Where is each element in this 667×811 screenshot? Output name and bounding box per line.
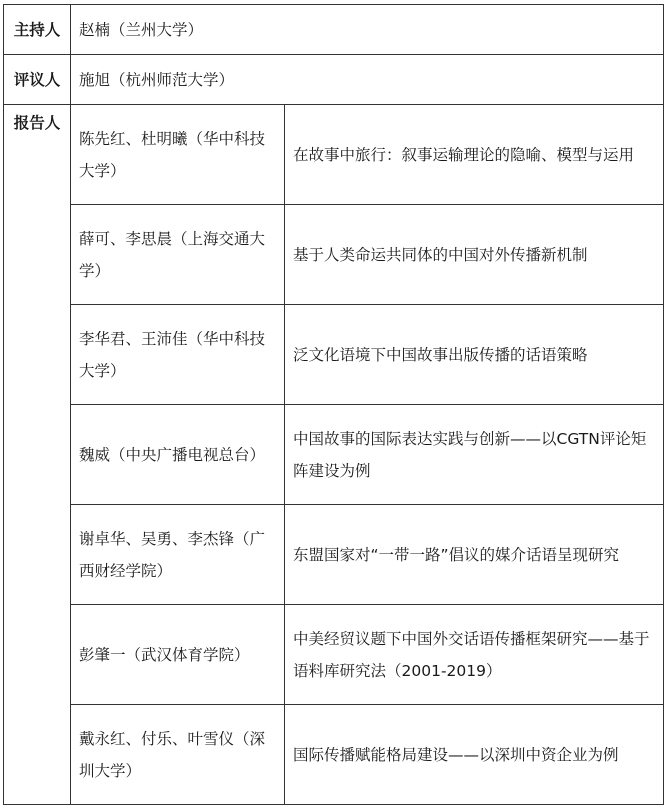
host-role-label: 主持人 xyxy=(4,5,71,55)
table-row xyxy=(4,705,664,805)
table-row xyxy=(4,405,664,505)
speaker-cell: 谢卓华、吴勇、李杰锋（广西财经学院） xyxy=(71,505,285,605)
talk-title-cell: 东盟国家对“一带一路”倡议的媒介话语呈现研究 xyxy=(285,505,664,605)
table-row xyxy=(4,205,664,305)
table-row xyxy=(4,605,664,705)
table-row xyxy=(4,305,664,405)
talk-title-cell: 在故事中旅行：叙事运输理论的隐喻、模型与运用 xyxy=(285,105,664,205)
commentator-role-label: 评议人 xyxy=(4,55,71,105)
commentator-row xyxy=(4,55,664,105)
reporter-role-label: 报告人 xyxy=(4,105,71,805)
speaker-cell: 魏威（中央广播电视总台） xyxy=(71,405,285,505)
speaker-cell: 李华君、王沛佳（华中科技大学） xyxy=(71,305,285,405)
session-schedule-table xyxy=(3,4,664,805)
table-row xyxy=(4,505,664,605)
speaker-cell: 陈先红、杜明曦（华中科技大学） xyxy=(71,105,285,205)
speaker-cell: 薛可、李思晨（上海交通大学） xyxy=(71,205,285,305)
talk-title-cell: 中美经贸议题下中国外交话语传播框架研究——基于语料库研究法（2001-2019） xyxy=(285,605,664,705)
speaker-cell: 戴永红、付乐、叶雪仪（深圳大学） xyxy=(71,705,285,805)
commentator-name: 施旭（杭州师范大学） xyxy=(71,55,664,105)
talk-title-cell: 中国故事的国际表达实践与创新——以CGTN评论矩阵建设为例 xyxy=(285,405,664,505)
host-name: 赵楠（兰州大学） xyxy=(71,5,664,55)
talk-title-cell: 泛文化语境下中国故事出版传播的话语策略 xyxy=(285,305,664,405)
talk-title-cell: 国际传播赋能格局建设——以深圳中资企业为例 xyxy=(285,705,664,805)
host-row xyxy=(4,5,664,55)
speaker-cell: 彭肇一（武汉体育学院） xyxy=(71,605,285,705)
talk-title-cell: 基于人类命运共同体的中国对外传播新机制 xyxy=(285,205,664,305)
table-row xyxy=(4,105,664,205)
